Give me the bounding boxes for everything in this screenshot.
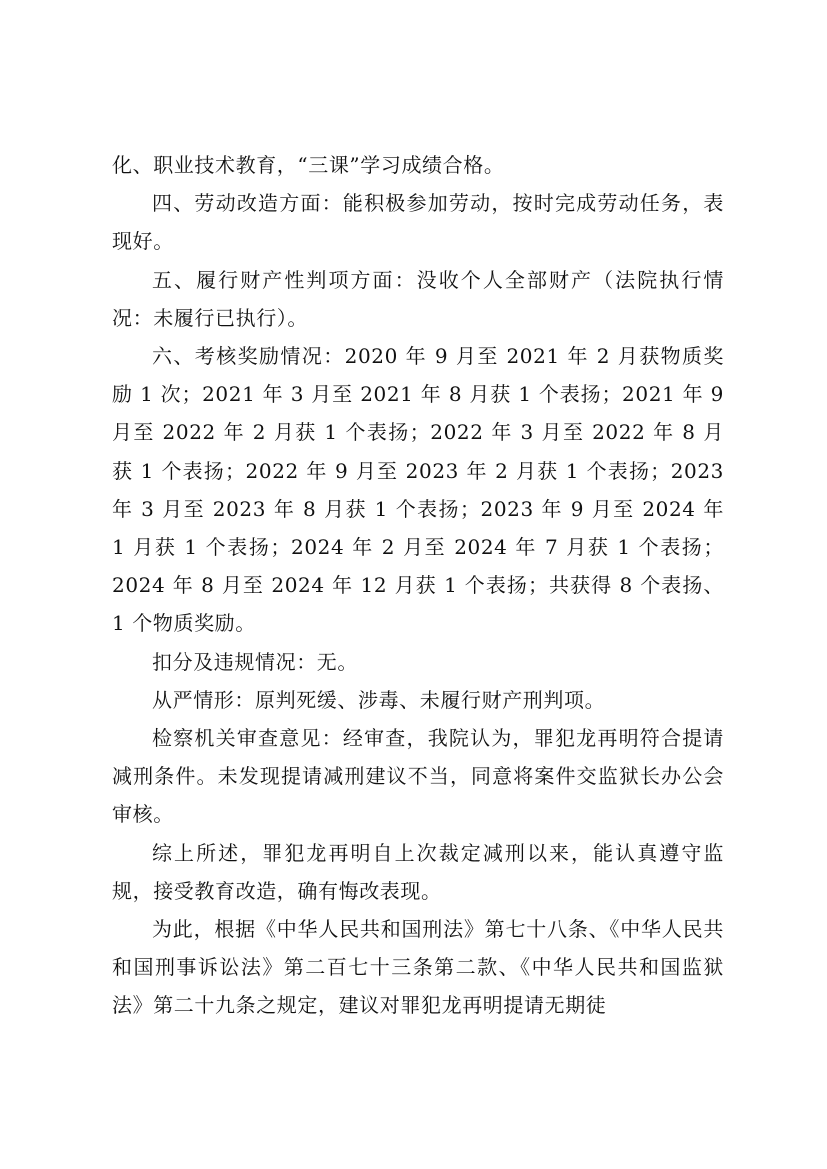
- paragraph-summary: 综上所述，罪犯龙再明自上次裁定减刑以来，能认真遵守监规，接受教育改造，确有悔改表现。: [112, 840, 724, 903]
- paragraph-rewards: 六、考核奖励情况：2020 年 9 月至 2021 年 2 月获物质奖励 1 次；2021 年 3 月至 2021 年 8 月获 1 个表扬；2021 年 9 月至 2022 年 2 月获 1 个表扬；2022 年 3 月至 2022 年 8 月获 1 个表扬；2022 年 9 月至 2023 年 2 月获 1 个表扬；2023 年 3 月至 2023 年 8 月获 1 个表扬；2023 年 9 月至 2024 年 1 月获 1 个表扬；2024 年 2 月至 2024 年 7 月获 1 个表扬；2024 年 8 月至 2024 年 12 月获 1 个表扬；共获得 8 个表扬、1 个物质奖励。: [112, 344, 724, 636]
- paragraph-procuratorate-opinion: 检察机关审查意见：经审查，我院认为，罪犯龙再明符合提请减刑条件。未发现提请减刑建议不当，同意将案件交监狱长办公会审核。: [112, 726, 724, 827]
- paragraph-legal-basis: 为此，根据《中华人民共和国刑法》第七十八条、《中华人民共和国刑事诉讼法》第二百七十三条第二款、《中华人民共和国监狱法》第二十九条之规定，建议对罪犯龙再明提请无期徒: [112, 917, 724, 1018]
- paragraph-education-continuation: 化、职业技术教育，“三课”学习成绩合格。: [112, 153, 505, 177]
- paragraph-labor-reform: 四、劳动改造方面：能积极参加劳动，按时完成劳动任务，表现好。: [112, 191, 724, 254]
- document-body: [112, 146, 724, 1025]
- paragraph-property-judgment: 五、履行财产性判项方面：没收个人全部财产（法院执行情况：未履行已执行）。: [112, 267, 724, 330]
- paragraph-strict-circumstances: 从严情形：原判死缓、涉毒、未履行财产刑判项。: [152, 687, 606, 712]
- paragraph-deductions: 扣分及违规情况：无。: [152, 649, 358, 674]
